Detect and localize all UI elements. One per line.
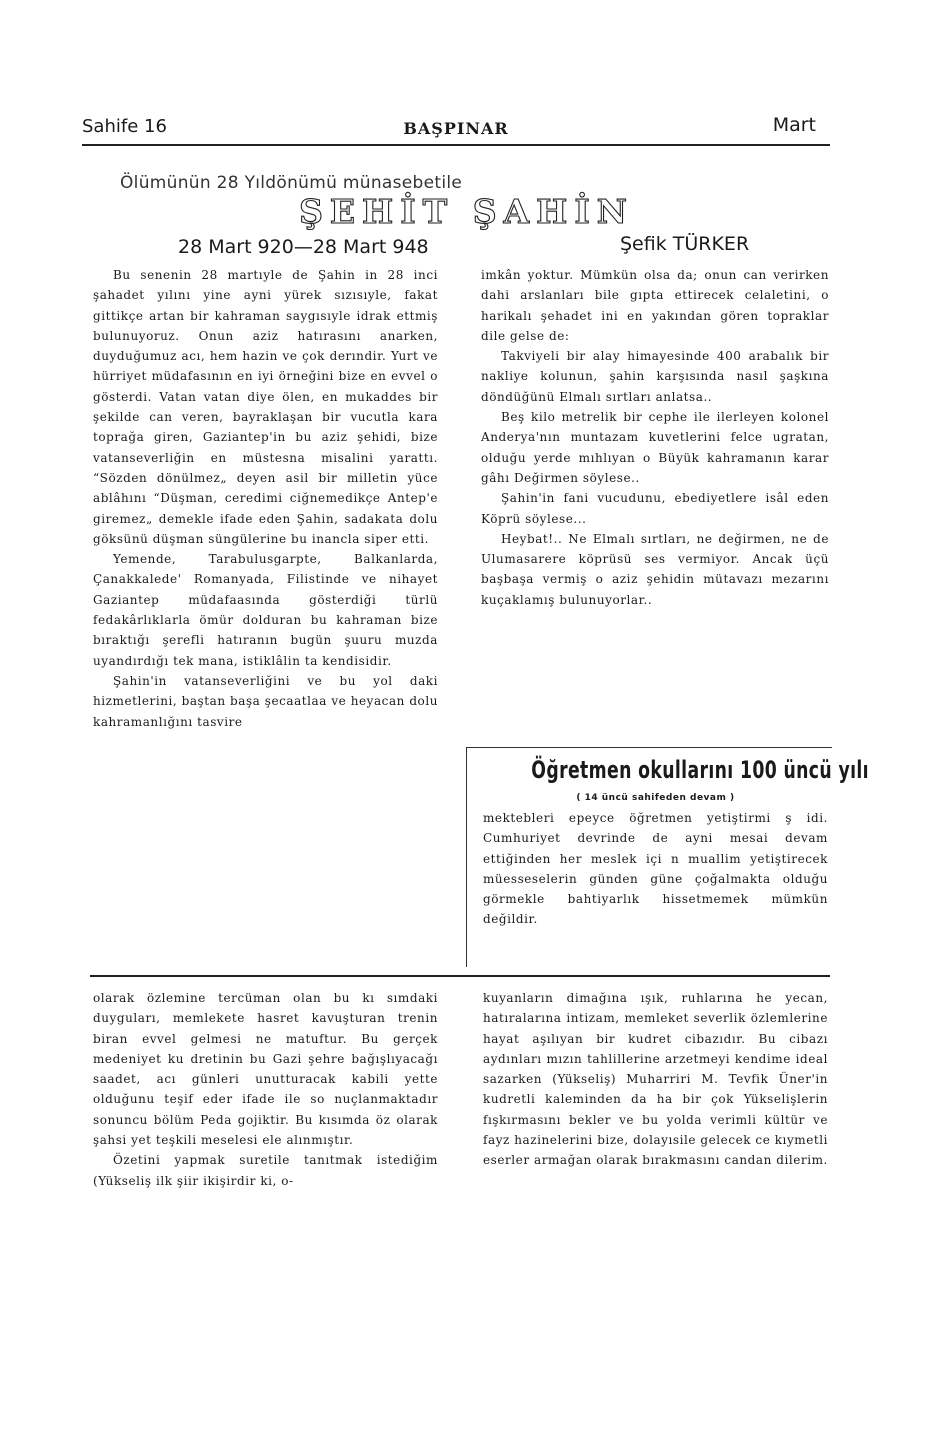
issue-month: Mart — [772, 114, 816, 136]
article-occasion: Ölümünün 28 Yıldönümü münasebetile — [120, 173, 463, 193]
paragraph: Şahin'in vatanseverliğini ve bu yol daki hizmetlerini, baştan başa şecaatlaa ve heyacan dolu kahramanlığını tasvire — [93, 673, 438, 729]
sidebar-article-text — [483, 808, 828, 930]
sidebar-border — [466, 747, 467, 967]
paragraph: mektebleri epeyce öğretmen yetiştirmi ş idi. Cumhuriyet devrinde de ayni mesai devam ettiğinden her meslek içi n muallim yetiştirecek müesseselerin günden güne çoğalmakta olduğu görmekle bahtiyarlık hissetmemek mümkün değildir. — [483, 811, 828, 927]
sidebar-article-title: Öğretmen okullarını 100 üncü yılı — [531, 756, 869, 784]
paragraph: Özetini yapmak suretile tanıtmak istediğim (Yükseliş ilk şiir ikişirdir ki, o- — [93, 1153, 438, 1188]
paragraph: Bu senenin 28 martıyle de Şahin in 28 inci şahadet yılını yine ayni yürek sızısıyle, fakat gittikçe artan bir kahraman saygısıyle idrak ettmiş bulunuyoruz. Onun aziz hatırasını anarken, duyduğumuz acı, hem hazin ve çok derındir. Yurt ve hürriyet müdafasının en iyi örneğini bize en evvel o gösterdi. Vatan vatan diye ölen, en mukaddes bir şekilde can veren, bayraklaşan bir vucutla kara toprağa giren, Gaziantep'in bu aziz şehidi, bize vatanseverliğin en müstesna misalini yarattı. “Sözden dönülmez„ deyen asil bir milletin yüce ablâhını “Düşman, ceredimi ciğnemedikçe Antep'e giremez„ demekle ifade eden Şahin, sadakata dolu göksünü düşman süngülerine bu inancla siper etti. — [93, 268, 438, 546]
header-divider — [82, 144, 830, 146]
paragraph: Yemende, Tarabulusgarpte, Balkanlarda, Çanakkalede' Romanyada, Filistinde ve nihayet Gaziantep müdafaasında gösterdiği türlü fedakârlıklarla ömür dolduran bu kahraman bize bıraktığı şerefli hatıranın bugün şuuru muzda uyandırdığı tek mana, istiklâlin ta kendisidir. — [93, 552, 438, 668]
page-header — [82, 112, 830, 144]
paragraph: Beş kilo metrelik bir cephe ile ilerleyen kolonel Anderya'nın muntazam kuvetlerini felce ugratan, olduğu yerde mıhlıyan o Büyük kahramanın karar gâhı Değirmen söylese.. — [481, 410, 829, 485]
page-number: Sahife 16 — [82, 116, 167, 137]
paragraph: Şahin'in fani vucudunu, ebediyetlere isâl eden Köprü söylese... — [481, 491, 829, 526]
article-dates: 28 Mart 920—28 Mart 948 — [178, 236, 429, 258]
journal-name: BAŞPINAR — [403, 119, 509, 138]
paragraph: Takviyeli bir alay himayesinde 400 arabalık bir nakliye kolunun, şahin karşısında nasıl şaşkına döndüğünü Elmalı sırtları anlatsa.. — [481, 349, 829, 404]
paragraph: olarak özlemine tercüman olan bu kı sımdaki duyguları, memlekete hasret kavuşturan trenin biran evvel gelmesi ne matuftur. Bu gerçek medeniyet ku dretinin bu Gazi şehre bağışlıyacağı saadet, acı günleri unutturacak kabili yette olduğunu teşif eder ifade ile so nuçlanmaktadır sonuncu bölüm Peda gojiktir. Bu kısımda öz olarak şahsi yet teşkili meselesi ele alınmıştır. — [93, 991, 438, 1148]
sidebar-divider — [466, 747, 832, 748]
paragraph: kuyanların dimağına ışık, ruhlarına he yecan, hatıralarına intizam, memleket severlik özlemlerine hayat aşılıyan bir kudret cibazıdır. Bu cibazı aydınları mızın tahlillerine arzetmeyi kendime ideal sazarken (Yükseliş) Muharriri M. Tevfik Üner'in kudretli kaleminden da ha bir çok Yükselişlerin fışkırmasını bekler ve bu yolda verimli kültür ve fayz hazinelerini bize, dolayısile gelecek ce kıymetli eserler armağan olarak bırakmasını candan dilerim. — [483, 991, 828, 1168]
article-headline: ŞEHİT ŞAHİN — [299, 192, 634, 231]
article-column-2 — [481, 265, 829, 610]
article-column-3 — [93, 988, 438, 1191]
article-column-4 — [483, 988, 828, 1171]
article-column-1 — [93, 265, 438, 732]
section-divider — [90, 975, 830, 977]
article-author: Şefik TÜRKER — [620, 233, 750, 255]
paragraph: Heybat!.. Ne Elmalı sırtları, ne değirmen, ne de Ulumasarere köprüsü ses vermiyor. Ancak üçü başbaşa vermiş o aziz şehidin mütavazı mezarını kuçaklamış bulunuyorlar.. — [481, 531, 829, 607]
paragraph: imkân yoktur. Mümkün olsa da; onun can verirken dahi arslanları bile gıpta ettirecek celaletini, o harikalı şehadet ini en yakından gören topraklar dile gelse de: — [481, 268, 829, 343]
sidebar-continuation-note: ( 14 üncü sahifeden devam ) — [576, 793, 735, 803]
